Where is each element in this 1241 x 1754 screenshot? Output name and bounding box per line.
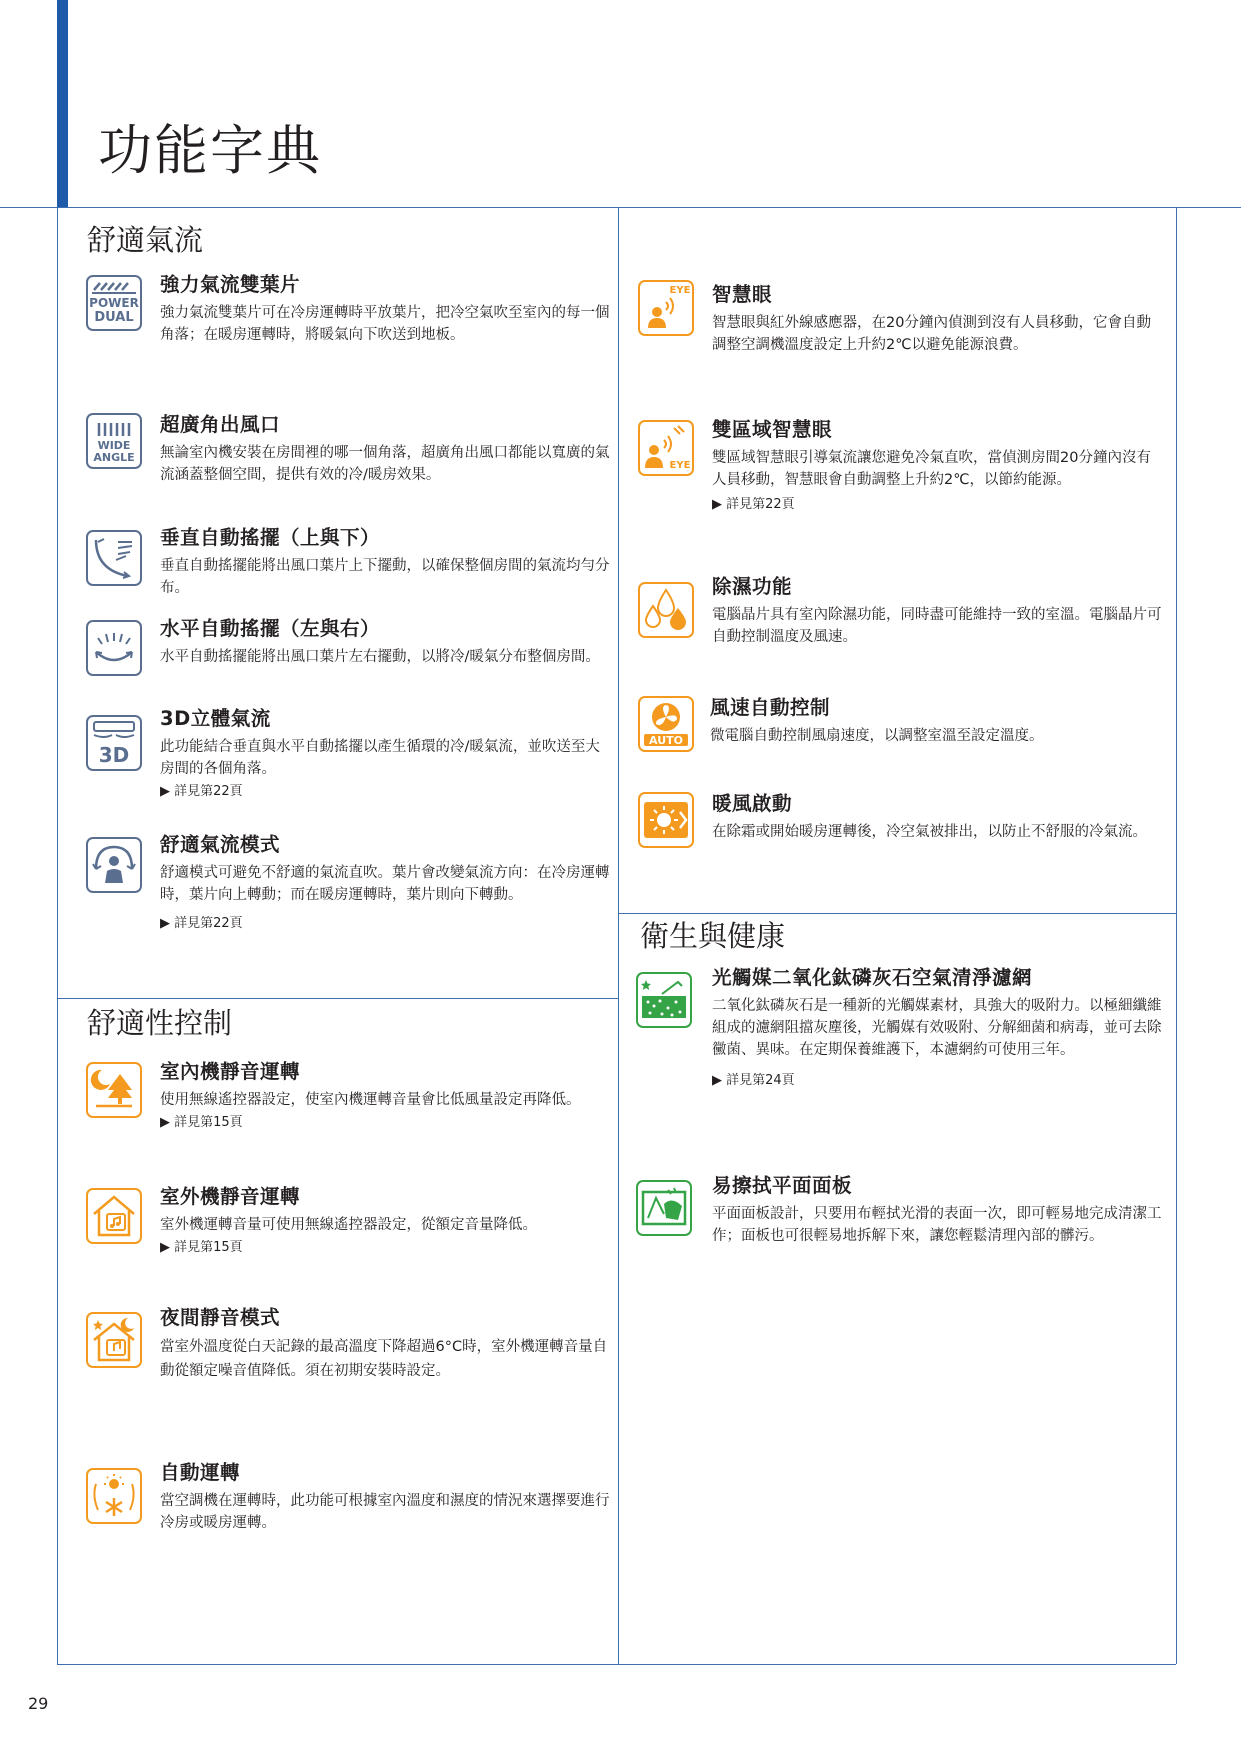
night-quiet-icon xyxy=(86,1312,142,1368)
feature-desc: 平面面板設計，只要用布輕拭光滑的表面一次，即可輕易地完成清潔工作；面板也可很輕易地拆解下來，讓您輕鬆清理內部的髒污。 xyxy=(712,1206,1162,1244)
accent-bar xyxy=(57,0,68,208)
filter-icon xyxy=(636,972,692,1028)
feature-title: 3D立體氣流 xyxy=(160,707,271,730)
feature-title: 舒適氣流模式 xyxy=(160,833,281,856)
feature-desc: 室外機運轉音量可使用無線遙控器設定，從額定音量降低。 xyxy=(160,1217,537,1233)
feature-desc: 當室外溫度從白天記錄的最高溫度下降超過6°C時，室外機運轉音量自動從額定噪音值降低。須在初期安裝時設定。 xyxy=(160,1339,608,1379)
vertical-swing-icon xyxy=(86,530,142,586)
feature-desc: 微電腦自動控制風扇速度，以調整室溫至設定溫度。 xyxy=(710,728,1044,744)
feature-ref: ▶ 詳見第15頁 xyxy=(160,1240,243,1255)
feature-title: 智慧眼 xyxy=(712,283,773,306)
auto-mode-icon xyxy=(86,1468,142,1524)
left-section-divider xyxy=(57,998,618,999)
feature-desc: 智慧眼與紅外線感應器，在20分鐘內偵測到沒有人員移動，它會自動調整空調機溫度設定上升約2℃以避免能源浪費。 xyxy=(712,315,1151,353)
left-border xyxy=(57,207,58,1664)
feature-desc: 水平自動搖擺能將出風口葉片左右擺動，以將冷/暖氣分布整個房間。 xyxy=(160,649,600,665)
feature-title: 雙區域智慧眼 xyxy=(712,418,833,441)
feature-auto-fan xyxy=(710,695,1160,747)
feature-comfort-mode xyxy=(160,832,610,934)
feature-smart-eye xyxy=(712,282,1162,356)
feature-vertical-swing xyxy=(160,525,610,599)
feature-flat-panel xyxy=(712,1173,1162,1247)
feature-desc: 無論室內機安裝在房間裡的哪一個角落，超廣角出風口都能以寬廣的氣流涵蓋整個空間，提供有效的冷/暖房效果。 xyxy=(160,445,610,483)
feature-outdoor-quiet xyxy=(160,1184,610,1258)
feature-title: 室內機靜音運轉 xyxy=(160,1060,301,1083)
feature-ref: ▶ 詳見第22頁 xyxy=(160,784,243,799)
feature-dehumidify xyxy=(712,574,1162,648)
wide-angle-icon-text-1: WIDE xyxy=(97,439,131,452)
feature-title: 超廣角出風口 xyxy=(160,413,281,436)
power-dual-icon xyxy=(86,275,142,331)
outdoor-quiet-icon xyxy=(86,1188,142,1244)
title-divider xyxy=(0,207,1241,208)
feature-power-dual xyxy=(160,272,610,346)
feature-title: 垂直自動搖擺（上與下） xyxy=(160,526,381,549)
auto-fan-icon xyxy=(638,696,694,752)
feature-title: 光觸媒二氧化鈦磷灰石空氣清淨濾網 xyxy=(712,966,1033,989)
feature-title: 室外機靜音運轉 xyxy=(160,1185,301,1208)
feature-title: 暖風啟動 xyxy=(712,792,793,815)
smart-eye-icon xyxy=(638,280,694,336)
center-divider xyxy=(618,207,619,1664)
feature-horizontal-swing xyxy=(160,616,610,668)
feature-wide-angle xyxy=(160,412,610,486)
wipe-panel-icon xyxy=(636,1180,692,1236)
feature-ref: ▶ 詳見第22頁 xyxy=(712,497,795,512)
auto-fan-icon-text: AUTO xyxy=(649,734,683,747)
airflow-3d-icon-text: 3D xyxy=(98,743,130,767)
feature-desc: 當空調機在運轉時，此功能可根據室內溫度和濕度的情況來選擇要進行冷房或暖房運轉。 xyxy=(160,1493,610,1531)
dual-eye-icon-text: EYE xyxy=(669,460,691,471)
feature-ref: ▶ 詳見第22頁 xyxy=(160,916,243,931)
section-title-hygiene: 衛生與健康 xyxy=(640,919,786,953)
section-title-comfort-airflow: 舒適氣流 xyxy=(87,223,204,257)
horizontal-swing-icon xyxy=(86,620,142,676)
feature-desc: 此功能結合垂直與水平自動搖擺以產生循環的冷/暖氣流，並吹送至大房間的各個角落。 xyxy=(160,739,600,777)
feature-hot-start xyxy=(712,791,1162,843)
indoor-quiet-icon xyxy=(86,1062,142,1118)
feature-desc: 雙區域智慧眼引導氣流讓您避免冷氣直吹，當偵測房間20分鐘內沒有人員移動，智慧眼會自動調整上升約2℃，以節約能源。 xyxy=(712,450,1151,488)
feature-night-quiet xyxy=(160,1305,610,1383)
wide-angle-icon-text-2: ANGLE xyxy=(93,451,135,464)
feature-desc: 電腦晶片具有室內除濕功能，同時盡可能維持一致的室溫。電腦晶片可自動控制溫度及風速。 xyxy=(712,607,1162,645)
wide-angle-icon xyxy=(86,413,142,469)
bottom-border xyxy=(57,1664,1176,1665)
feature-airflow-3d xyxy=(160,706,610,802)
section-title-comfort-control: 舒適性控制 xyxy=(87,1006,233,1040)
smart-eye-icon-text: EYE xyxy=(669,285,691,296)
droplets-icon xyxy=(638,582,694,638)
page-number: 29 xyxy=(28,1694,49,1713)
right-border xyxy=(1176,207,1177,1664)
feature-desc: 垂直自動搖擺能將出風口葉片上下擺動，以確保整個房間的氣流均勻分布。 xyxy=(160,558,610,596)
dual-eye-icon xyxy=(638,420,694,476)
feature-ref: ▶ 詳見第24頁 xyxy=(712,1073,795,1088)
comfort-person-icon xyxy=(86,837,142,893)
feature-title: 強力氣流雙葉片 xyxy=(160,273,301,296)
feature-dual-eye xyxy=(712,417,1162,515)
feature-indoor-quiet xyxy=(160,1059,610,1133)
page-title: 功能字典 xyxy=(98,119,322,182)
feature-title: 水平自動搖擺（左與右） xyxy=(160,617,381,640)
feature-title: 風速自動控制 xyxy=(710,696,831,719)
feature-title: 易擦拭平面面板 xyxy=(712,1174,853,1197)
feature-desc: 強力氣流雙葉片可在冷房運轉時平放葉片，把冷空氣吹至室內的每一個角落；在暖房運轉時，將暖氣向下吹送到地板。 xyxy=(160,305,610,343)
feature-auto-mode xyxy=(160,1460,610,1534)
feature-filter xyxy=(712,965,1162,1091)
feature-title: 除濕功能 xyxy=(712,575,793,598)
feature-desc: 在除霜或開始暖房運轉後，冷空氣被排出，以防止不舒服的冷氣流。 xyxy=(712,824,1147,840)
feature-ref: ▶ 詳見第15頁 xyxy=(160,1115,243,1130)
power-dual-icon-text-2: DUAL xyxy=(94,310,134,325)
power-dual-icon-text-1: POWER xyxy=(89,296,139,310)
feature-desc: 舒適模式可避免不舒適的氣流直吹。葉片會改變氣流方向：在冷房運轉時，葉片向上轉動；而在暖房運轉時，葉片則向下轉動。 xyxy=(160,865,610,903)
airflow-3d-icon xyxy=(86,715,142,771)
hot-start-icon xyxy=(638,792,694,848)
right-section-divider xyxy=(618,913,1176,914)
feature-title: 自動運轉 xyxy=(160,1461,241,1484)
feature-desc: 使用無線遙控器設定，使室內機運轉音量會比低風量設定再降低。 xyxy=(160,1092,581,1108)
feature-desc: 二氧化鈦磷灰石是一種新的光觸媒素材，具強大的吸附力。以極細纖維組成的濾網阻擋灰塵後，光觸媒有效吸附、分解細菌和病毒，並可去除黴菌、異味。在定期保養維護下，本濾網約可使用三年。 xyxy=(712,998,1162,1058)
feature-title: 夜間靜音模式 xyxy=(160,1306,281,1329)
